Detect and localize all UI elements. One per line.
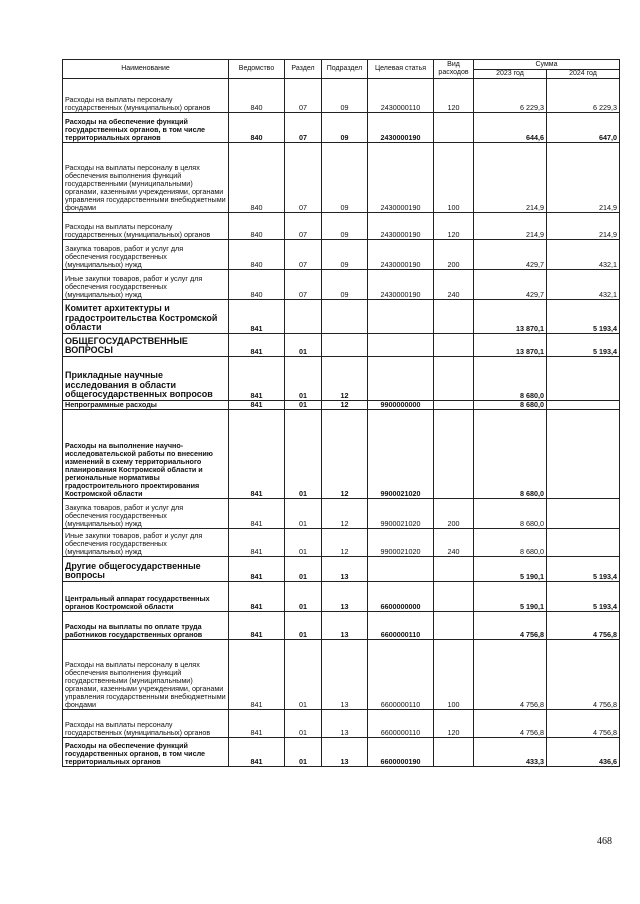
budget-table: [62, 59, 620, 767]
cell-kind: [434, 557, 474, 582]
cell-target: [368, 557, 434, 582]
cell-target: 2430000110: [368, 79, 434, 113]
cell-target: 9900021020: [368, 529, 434, 557]
cell-dept: 840: [229, 113, 285, 143]
page-number: 468: [597, 836, 612, 847]
cell-name: Прикладные научные исследования в области общегосударственных вопросов: [63, 357, 229, 401]
cell-kind: [434, 113, 474, 143]
cell-subsection: 13: [322, 612, 368, 640]
cell-kind: [434, 738, 474, 767]
header-sum: Сумма: [474, 60, 620, 70]
cell-y2023: 214,9: [474, 213, 547, 240]
cell-subsection: 13: [322, 738, 368, 767]
table-row: [63, 240, 620, 270]
cell-y2024: 4 756,8: [547, 612, 620, 640]
cell-subsection: [322, 334, 368, 357]
cell-name: Расходы на выплаты по оплате труда работников государственных органов: [63, 612, 229, 640]
header-dept: Ведомство: [229, 60, 285, 79]
cell-kind: [434, 612, 474, 640]
table-row: [63, 357, 620, 401]
cell-target: [368, 357, 434, 401]
cell-target: 9900021020: [368, 499, 434, 529]
cell-subsection: 09: [322, 143, 368, 213]
cell-subsection: 12: [322, 410, 368, 499]
cell-subsection: 09: [322, 240, 368, 270]
cell-y2023: 429,7: [474, 270, 547, 300]
cell-target: 6600000000: [368, 582, 434, 612]
cell-subsection: 12: [322, 357, 368, 401]
header-kind: Вид расходов: [434, 60, 474, 79]
table-row: [63, 710, 620, 738]
cell-kind: 240: [434, 270, 474, 300]
table-row: [63, 143, 620, 213]
cell-dept: 841: [229, 710, 285, 738]
cell-name: ОБЩЕГОСУДАРСТВЕННЫЕ ВОПРОСЫ: [63, 334, 229, 357]
cell-dept: 840: [229, 240, 285, 270]
cell-section: 07: [285, 113, 322, 143]
cell-y2024: 432,1: [547, 270, 620, 300]
cell-name: Расходы на выплаты персоналу в целях обеспечения выполнения функций государственными (муниципальными) органами, казенными учреждениями, органами управления государственными внебюджетными фондами: [63, 143, 229, 213]
cell-kind: 200: [434, 240, 474, 270]
cell-dept: 841: [229, 640, 285, 710]
table-row: [63, 270, 620, 300]
cell-dept: 841: [229, 357, 285, 401]
cell-kind: [434, 334, 474, 357]
cell-dept: 841: [229, 582, 285, 612]
cell-y2024: 432,1: [547, 240, 620, 270]
cell-dept: 840: [229, 79, 285, 113]
cell-section: 07: [285, 143, 322, 213]
cell-target: 6600000110: [368, 640, 434, 710]
cell-name: Расходы на выплаты персоналу в целях обеспечения выполнения функций государственными (муниципальными) органами, казенными учреждениями, органами управления государственными внебюджетными фондами: [63, 640, 229, 710]
cell-kind: 240: [434, 529, 474, 557]
cell-y2023: 214,9: [474, 143, 547, 213]
cell-name: Комитет архитектуры и градостроительства Костромской области: [63, 300, 229, 334]
cell-y2024: 214,9: [547, 143, 620, 213]
table-row: [63, 213, 620, 240]
cell-y2024: [547, 529, 620, 557]
cell-target: 2430000190: [368, 240, 434, 270]
cell-y2023: 6 229,3: [474, 79, 547, 113]
table-row: [63, 612, 620, 640]
cell-target: 9900021020: [368, 410, 434, 499]
cell-dept: 840: [229, 213, 285, 240]
cell-kind: 120: [434, 79, 474, 113]
cell-name: Другие общегосударственные вопросы: [63, 557, 229, 582]
table-body: [63, 79, 620, 767]
cell-section: 01: [285, 401, 322, 410]
cell-kind: [434, 357, 474, 401]
cell-y2023: 8 680,0: [474, 357, 547, 401]
cell-name: Расходы на выполнение научно-исследовательской работы по внесению изменений в схему территориального планирования Костромской области и региональные нормативы градостроительного проектирования Костромской области: [63, 410, 229, 499]
cell-dept: 841: [229, 612, 285, 640]
cell-kind: 100: [434, 640, 474, 710]
cell-dept: 841: [229, 738, 285, 767]
table-row: [63, 79, 620, 113]
cell-kind: [434, 300, 474, 334]
cell-name: Расходы на выплаты персоналу государственных (муниципальных) органов: [63, 213, 229, 240]
cell-target: 6600000190: [368, 738, 434, 767]
cell-y2024: [547, 499, 620, 529]
cell-kind: [434, 401, 474, 410]
cell-subsection: 09: [322, 213, 368, 240]
cell-y2024: 4 756,8: [547, 710, 620, 738]
cell-section: 07: [285, 79, 322, 113]
cell-y2023: 8 680,0: [474, 499, 547, 529]
cell-section: 01: [285, 710, 322, 738]
header-subsection: Подраздел: [322, 60, 368, 79]
cell-target: [368, 300, 434, 334]
cell-name: Непрограммные расходы: [63, 401, 229, 410]
cell-subsection: 13: [322, 557, 368, 582]
cell-section: 01: [285, 499, 322, 529]
table-row: [63, 334, 620, 357]
cell-target: 2430000190: [368, 143, 434, 213]
cell-subsection: 09: [322, 270, 368, 300]
table-row: [63, 582, 620, 612]
cell-subsection: 13: [322, 640, 368, 710]
table-row: [63, 113, 620, 143]
cell-kind: [434, 410, 474, 499]
cell-y2023: 4 756,8: [474, 640, 547, 710]
cell-target: 6600000110: [368, 710, 434, 738]
header-target: Целевая статья: [368, 60, 434, 79]
table-row: [63, 557, 620, 582]
cell-kind: 120: [434, 213, 474, 240]
cell-name: Расходы на обеспечение функций государственных органов, в том числе территориальных органов: [63, 113, 229, 143]
cell-target: 2430000190: [368, 113, 434, 143]
cell-y2023: 433,3: [474, 738, 547, 767]
cell-y2024: 214,9: [547, 213, 620, 240]
cell-y2024: 647,0: [547, 113, 620, 143]
cell-section: 01: [285, 640, 322, 710]
cell-y2024: 5 193,4: [547, 582, 620, 612]
table-row: [63, 529, 620, 557]
cell-subsection: 09: [322, 79, 368, 113]
cell-section: 01: [285, 410, 322, 499]
cell-name: Расходы на выплаты персоналу государственных (муниципальных) органов: [63, 710, 229, 738]
cell-dept: 841: [229, 557, 285, 582]
cell-name: Иные закупки товаров, работ и услуг для обеспечения государственных (муниципальных) нужд: [63, 529, 229, 557]
cell-target: [368, 334, 434, 357]
cell-dept: 840: [229, 270, 285, 300]
cell-name: Иные закупки товаров, работ и услуг для обеспечения государственных (муниципальных) нужд: [63, 270, 229, 300]
cell-dept: 841: [229, 334, 285, 357]
cell-y2024: 4 756,8: [547, 640, 620, 710]
cell-section: 07: [285, 270, 322, 300]
cell-y2023: 8 680,0: [474, 401, 547, 410]
cell-subsection: 09: [322, 113, 368, 143]
table-row: [63, 738, 620, 767]
cell-name: Закупка товаров, работ и услуг для обеспечения государственных (муниципальных) нужд: [63, 499, 229, 529]
cell-kind: 200: [434, 499, 474, 529]
table-row: [63, 410, 620, 499]
cell-subsection: 12: [322, 529, 368, 557]
cell-y2024: 5 193,4: [547, 334, 620, 357]
cell-target: 6600000110: [368, 612, 434, 640]
table-row: [63, 499, 620, 529]
cell-dept: 841: [229, 499, 285, 529]
cell-section: [285, 300, 322, 334]
cell-name: Расходы на выплаты персоналу государственных (муниципальных) органов: [63, 79, 229, 113]
cell-y2024: 5 193,4: [547, 300, 620, 334]
cell-kind: 100: [434, 143, 474, 213]
cell-y2024: 436,6: [547, 738, 620, 767]
cell-y2023: 5 190,1: [474, 557, 547, 582]
cell-target: 2430000190: [368, 213, 434, 240]
cell-target: 2430000190: [368, 270, 434, 300]
cell-section: 01: [285, 334, 322, 357]
cell-y2023: 5 190,1: [474, 582, 547, 612]
cell-target: 9900000000: [368, 401, 434, 410]
cell-name: Центральный аппарат государственных органов Костромской области: [63, 582, 229, 612]
cell-y2023: 644,6: [474, 113, 547, 143]
cell-subsection: 12: [322, 499, 368, 529]
table-row: [63, 401, 620, 410]
cell-section: 07: [285, 213, 322, 240]
cell-y2023: 8 680,0: [474, 529, 547, 557]
cell-dept: 841: [229, 300, 285, 334]
cell-name: Расходы на обеспечение функций государственных органов, в том числе территориальных органов: [63, 738, 229, 767]
cell-section: 07: [285, 240, 322, 270]
cell-section: 01: [285, 529, 322, 557]
header-section: Раздел: [285, 60, 322, 79]
cell-y2023: 429,7: [474, 240, 547, 270]
cell-dept: 841: [229, 401, 285, 410]
cell-subsection: 13: [322, 582, 368, 612]
cell-y2024: [547, 401, 620, 410]
cell-y2024: 5 193,4: [547, 557, 620, 582]
cell-y2023: 13 870,1: [474, 334, 547, 357]
cell-y2024: [547, 410, 620, 499]
cell-y2023: 4 756,8: [474, 710, 547, 738]
cell-y2024: 6 229,3: [547, 79, 620, 113]
cell-dept: 841: [229, 410, 285, 499]
cell-subsection: [322, 300, 368, 334]
cell-y2024: [547, 357, 620, 401]
cell-kind: 120: [434, 710, 474, 738]
cell-kind: [434, 582, 474, 612]
header-year-2024: 2024 год: [547, 70, 620, 79]
cell-section: 01: [285, 557, 322, 582]
header-year-2023: 2023 год: [474, 70, 547, 79]
cell-dept: 841: [229, 529, 285, 557]
cell-section: 01: [285, 738, 322, 767]
header-name: Наименование: [63, 60, 229, 79]
cell-y2023: 4 756,8: [474, 612, 547, 640]
cell-section: 01: [285, 357, 322, 401]
table-row: [63, 640, 620, 710]
table-row: [63, 300, 620, 334]
cell-y2023: 8 680,0: [474, 410, 547, 499]
cell-subsection: 12: [322, 401, 368, 410]
cell-y2023: 13 870,1: [474, 300, 547, 334]
cell-section: 01: [285, 582, 322, 612]
cell-dept: 840: [229, 143, 285, 213]
cell-name: Закупка товаров, работ и услуг для обеспечения государственных (муниципальных) нужд: [63, 240, 229, 270]
cell-subsection: 13: [322, 710, 368, 738]
cell-section: 01: [285, 612, 322, 640]
